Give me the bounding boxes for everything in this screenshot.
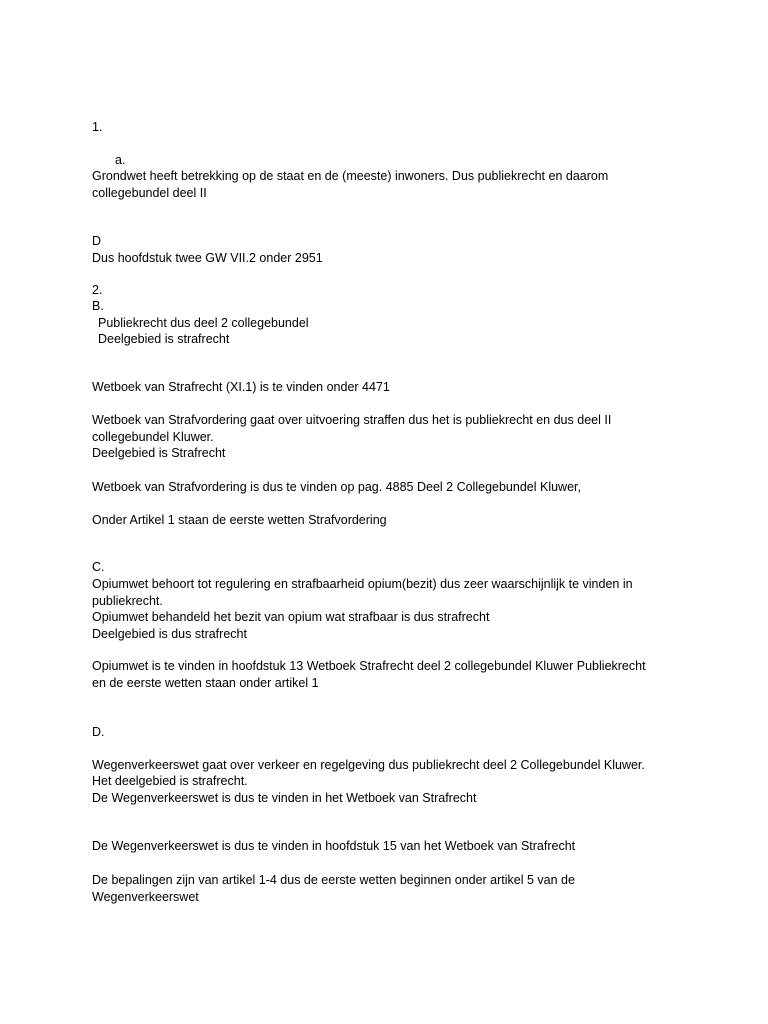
text-line: publiekrecht. (92, 594, 163, 608)
text-line: Opiumwet behandeld het bezit van opium wat strafbaar is dus strafrecht (92, 610, 490, 624)
text-line: Wetboek van Strafrecht (XI.1) is te vinden onder 4471 (92, 380, 390, 394)
item-number-1: 1. (92, 120, 103, 134)
text-line: Wegenverkeerswet (92, 890, 199, 904)
sub-item-a: a. (115, 153, 126, 167)
text-line: De bepalingen zijn van artikel 1-4 dus de eerste wetten beginnen onder artikel 5 van de (92, 873, 575, 887)
sub-item-c: C. (92, 560, 105, 574)
text-line: collegebundel Kluwer. (92, 430, 214, 444)
text-line: Wetboek van Strafvordering is dus te vinden op pag. 4885 Deel 2 Collegebundel Kluwer, (92, 480, 581, 494)
text-line: Dus hoofdstuk twee GW VII.2 onder 2951 (92, 251, 323, 265)
item-number-2: 2. (92, 283, 103, 297)
text-line: De Wegenverkeerswet is dus te vinden in hoofdstuk 15 van het Wetboek van Strafrecht (92, 839, 576, 853)
text-line: Deelgebied is dus strafrecht (92, 627, 247, 641)
text-line: en de eerste wetten staan onder artikel 1 (92, 676, 319, 690)
text-line: Opiumwet behoort tot regulering en strafbaarheid opium(bezit) dus zeer waarschijnlijk te vinden in (92, 577, 633, 591)
text-line: Deelgebied is Strafrecht (92, 446, 226, 460)
text-line: Wegenverkeerswet gaat over verkeer en regelgeving dus publiekrecht deel 2 Collegebundel Kluwer. (92, 758, 645, 772)
text-line: Deelgebied is strafrecht (98, 332, 230, 346)
text-line: Het deelgebied is strafrecht. (92, 774, 248, 788)
text-line: Opiumwet is te vinden in hoofdstuk 13 Wetboek Strafrecht deel 2 collegebundel Kluwer Publiekrecht (92, 659, 646, 673)
text-line: Publiekrecht dus deel 2 collegebundel (98, 316, 309, 330)
sub-item-d: D (92, 234, 102, 248)
text-line: De Wegenverkeerswet is dus te vinden in het Wetboek van Strafrecht (92, 791, 477, 805)
text-line: Wetboek van Strafvordering gaat over uitvoering straffen dus het is publiekrecht en dus deel II (92, 413, 612, 427)
text-line: Onder Artikel 1 staan de eerste wetten Strafvordering (92, 513, 387, 527)
text-line: collegebundel deel II (92, 186, 207, 200)
sub-item-b: B. (92, 299, 104, 313)
text-line: Grondwet heeft betrekking op de staat en de (meeste) inwoners. Dus publiekrecht en daarom (92, 169, 609, 183)
sub-item-d2: D. (92, 725, 105, 739)
